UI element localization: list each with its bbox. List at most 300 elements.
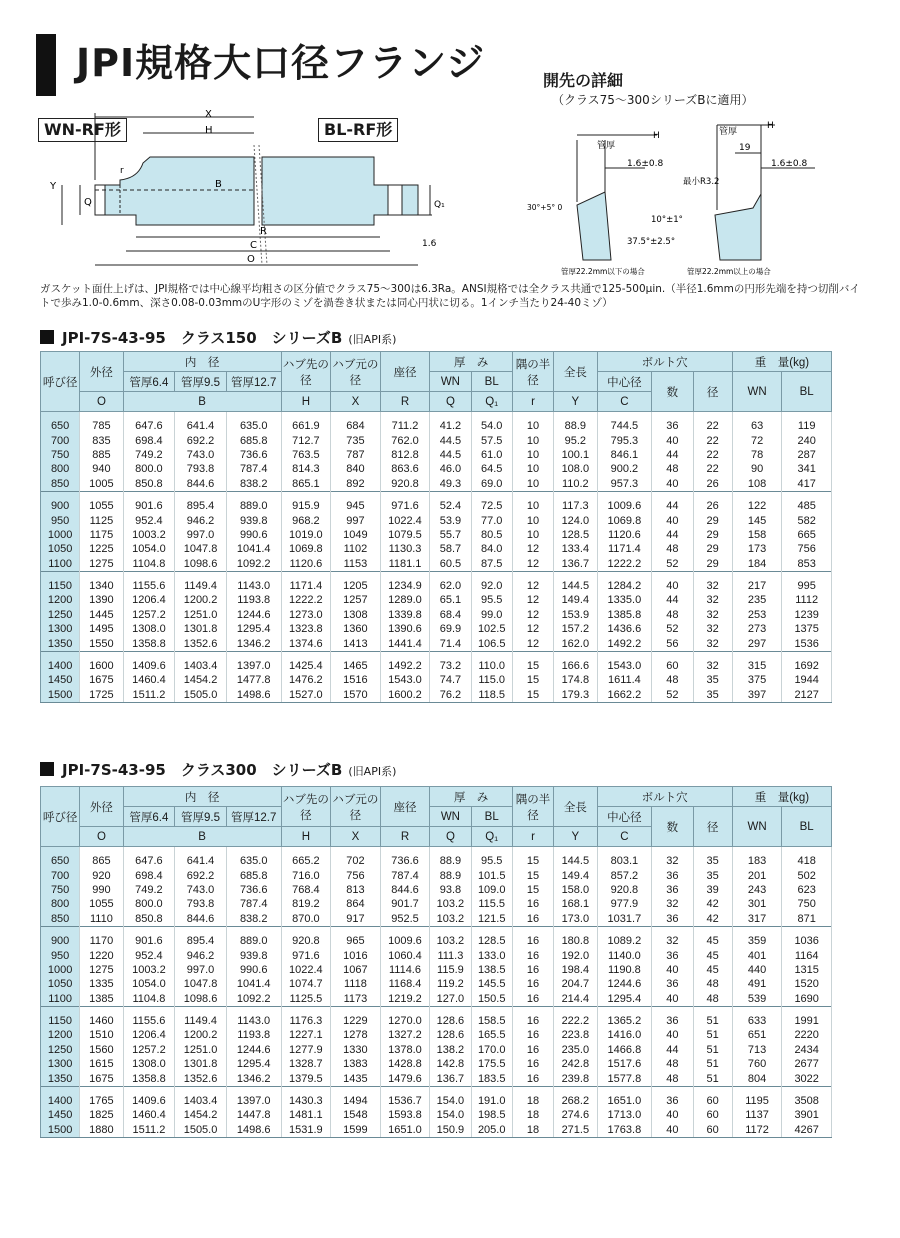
- table-cell: 1352.6: [175, 636, 227, 651]
- dim-q1-label: Q₁: [434, 200, 445, 210]
- table-cell: 814.3: [281, 462, 331, 476]
- table-cell: 1397.0: [226, 1086, 281, 1108]
- col-bl: BL: [471, 372, 512, 392]
- table-cell: 1047.8: [175, 977, 227, 991]
- table-cell: 2677: [782, 1057, 832, 1071]
- bevel-angle-10: 10°±1°: [651, 215, 683, 225]
- table-cell: 103.2: [430, 897, 471, 911]
- table-cell: 1690: [782, 992, 832, 1007]
- table-cell: 787.4: [226, 462, 281, 476]
- table-cell: 76.2: [430, 688, 471, 703]
- col-seat: 座径: [380, 352, 430, 392]
- bevel-tol-left: 1.6±0.8: [627, 159, 664, 169]
- table-cell: 16: [512, 912, 553, 927]
- table-cell: 62.0: [430, 571, 471, 593]
- table-cell: 1172: [732, 1123, 782, 1138]
- table-cell: 1060.4: [380, 948, 430, 962]
- table-cell: 1403.4: [175, 1086, 227, 1108]
- table-cell: 1054.0: [123, 542, 175, 556]
- dim-16-label: 1.6: [422, 239, 437, 249]
- table-cell: 44: [652, 593, 693, 607]
- nominal-size-cell: 1100: [41, 557, 80, 572]
- col-nominal: 呼び径: [41, 787, 80, 847]
- table-cell: 1171.4: [281, 571, 331, 593]
- table-cell: 10: [512, 513, 553, 527]
- table-cell: 12: [512, 622, 553, 636]
- nominal-size-cell: 1350: [41, 1071, 80, 1086]
- table-cell: 12: [512, 542, 553, 556]
- nominal-size-cell: 1150: [41, 571, 80, 593]
- table-cell: 1335.0: [597, 593, 652, 607]
- spec-table-class150: [40, 351, 832, 703]
- table-cell: 74.7: [430, 673, 471, 687]
- table-row: [41, 673, 832, 687]
- table-cell: 1340: [80, 571, 123, 593]
- bevel-angle-37: 37.5°±2.5°: [627, 237, 676, 247]
- table-cell: 18: [512, 1123, 553, 1138]
- table-cell: 179.3: [554, 688, 597, 703]
- table-cell: 850.8: [123, 912, 175, 927]
- table-cell: 1047.8: [175, 542, 227, 556]
- col-nominal: 呼び径: [41, 352, 80, 412]
- sym-rs: r: [512, 392, 553, 412]
- table-cell: 166.6: [554, 651, 597, 673]
- dim-o-label: O: [247, 254, 255, 265]
- table-cell: 889.0: [226, 491, 281, 513]
- table-cell: 990.6: [226, 528, 281, 542]
- table-cell: 68.4: [430, 608, 471, 622]
- table-cell: 417: [782, 477, 832, 492]
- table-cell: 1193.8: [226, 1028, 281, 1042]
- table-cell: 1428.8: [380, 1057, 430, 1071]
- table-cell: 87.5: [471, 557, 512, 572]
- table-cell: 128.6: [430, 1028, 471, 1042]
- table-cell: 1577.8: [597, 1071, 652, 1086]
- table-cell: 1049: [331, 528, 381, 542]
- table-cell: 1416.0: [597, 1028, 652, 1042]
- table-cell: 692.2: [175, 433, 227, 447]
- table-cell: 957.3: [597, 477, 652, 492]
- table-cell: 1067: [331, 963, 381, 977]
- nominal-size-cell: 1150: [41, 1006, 80, 1028]
- table-cell: 273: [732, 622, 782, 636]
- col-outer: 外径: [80, 352, 123, 392]
- table-cell: 835: [80, 433, 123, 447]
- table-cell: 871: [782, 912, 832, 927]
- table-row: [41, 1057, 832, 1071]
- table-cell: 16: [512, 1071, 553, 1086]
- table-cell: 997: [331, 513, 381, 527]
- table-cell: 865.1: [281, 477, 331, 492]
- table-cell: 1675: [80, 1071, 123, 1086]
- table-cell: 787.4: [226, 897, 281, 911]
- table-cell: 1079.5: [380, 528, 430, 542]
- sym-o: O: [80, 827, 123, 847]
- table-cell: 743.0: [175, 883, 227, 897]
- table-cell: 53.9: [430, 513, 471, 527]
- table-cell: 183.5: [471, 1071, 512, 1086]
- table-cell: 965: [331, 926, 381, 948]
- table-cell: 785: [80, 412, 123, 434]
- table-cell: 158: [732, 528, 782, 542]
- table-cell: 242.8: [554, 1057, 597, 1071]
- table-cell: 48: [652, 673, 693, 687]
- table-cell: 117.3: [554, 491, 597, 513]
- dim-c-label: C: [250, 240, 257, 251]
- table-cell: 359: [732, 926, 782, 948]
- sym-c: C: [597, 827, 652, 847]
- table-cell: 235: [732, 593, 782, 607]
- table-cell: 1517.6: [597, 1057, 652, 1071]
- table-cell: 787: [331, 448, 381, 462]
- table-cell: 1092.2: [226, 992, 281, 1007]
- table-cell: 418: [782, 847, 832, 869]
- table-cell: 1465: [331, 651, 381, 673]
- table-cell: 12: [512, 557, 553, 572]
- table-cell: 52.4: [430, 491, 471, 513]
- table-row: [41, 433, 832, 447]
- table-cell: 1041.4: [226, 977, 281, 991]
- table-cell: 1277.9: [281, 1043, 331, 1057]
- table-cell: 940: [80, 462, 123, 476]
- table-cell: 665.2: [281, 847, 331, 869]
- table-cell: 1360: [331, 622, 381, 636]
- table-cell: 52: [652, 622, 693, 636]
- table-cell: 128.6: [430, 1006, 471, 1028]
- table-cell: 1125: [80, 513, 123, 527]
- table-cell: 716.0: [281, 868, 331, 882]
- table-row: [41, 557, 832, 572]
- table-cell: 29: [693, 528, 732, 542]
- table-cell: 1346.2: [226, 636, 281, 651]
- table-title-note: (旧API系): [348, 333, 397, 346]
- table-cell: 198.5: [471, 1108, 512, 1122]
- table-cell: 142.8: [430, 1057, 471, 1071]
- table-cell: 133.0: [471, 948, 512, 962]
- col-inner: 内 径: [123, 787, 281, 807]
- nominal-size-cell: 1250: [41, 1043, 80, 1057]
- table-row: [41, 412, 832, 434]
- gasket-finish-note: ガスケット面仕上げは、JPI規格では中心線平均粗さの区分値でクラス75～300は6.3Ra。ANSI規格では全クラス共通で125-500μin.（半径1.6mmの円形先端を持つ切削バイトで歩み1.0-0.6mm、深さ0.08-0.03mmのU字形のミゾを渦巻き状または同心円状に切る。1インチ当たり24-40ミゾ）: [40, 283, 860, 309]
- bevel-min-r: 最小R3.2: [683, 177, 720, 187]
- table-cell: 1516: [331, 673, 381, 687]
- table-cell: 48: [652, 462, 693, 476]
- table-row: [41, 462, 832, 476]
- table-cell: 1991: [782, 1006, 832, 1028]
- table-cell: 844.6: [175, 912, 227, 927]
- table-cell: 1041.4: [226, 542, 281, 556]
- bevel-tol-right: 1.6±0.8: [771, 159, 808, 169]
- table-cell: 713: [732, 1043, 782, 1057]
- nominal-size-cell: 1300: [41, 1057, 80, 1071]
- table-cell: 901.6: [123, 491, 175, 513]
- nominal-size-cell: 1250: [41, 608, 80, 622]
- table-cell: 787.4: [380, 868, 430, 882]
- table-cell: 239.8: [554, 1071, 597, 1086]
- table-cell: 88.9: [430, 847, 471, 869]
- table-cell: 1599: [331, 1123, 381, 1138]
- table-cell: 95.5: [471, 847, 512, 869]
- table-cell: 184: [732, 557, 782, 572]
- col-wn: WN: [430, 372, 471, 392]
- table-cell: 1239: [782, 608, 832, 622]
- table-cell: 103.2: [430, 926, 471, 948]
- table-cell: 12: [512, 593, 553, 607]
- table-cell: 1257: [331, 593, 381, 607]
- bl-rf-tag: BL-RF形: [318, 118, 398, 142]
- table-cell: 1403.4: [175, 651, 227, 673]
- table-cell: 44: [652, 1043, 693, 1057]
- col-weight: 重 量(kg): [732, 787, 831, 807]
- table-cell: 793.8: [175, 897, 227, 911]
- table-cell: 32: [693, 622, 732, 636]
- table-cell: 16: [512, 977, 553, 991]
- table-cell: 1003.2: [123, 963, 175, 977]
- table-cell: 1352.6: [175, 1071, 227, 1086]
- table-cell: 51: [693, 1071, 732, 1086]
- table-cell: 22: [693, 448, 732, 462]
- table-cell: 108: [732, 477, 782, 492]
- table-cell: 100.1: [554, 448, 597, 462]
- table-cell: 901.7: [380, 897, 430, 911]
- table-cell: 995: [782, 571, 832, 593]
- table-cell: 698.4: [123, 868, 175, 882]
- table-cell: 750: [782, 897, 832, 911]
- nominal-size-cell: 650: [41, 412, 80, 434]
- col-t64: 管厚6.4: [123, 372, 175, 392]
- table-row: [41, 1108, 832, 1122]
- table-cell: 55.7: [430, 528, 471, 542]
- table-cell: 971.6: [281, 948, 331, 962]
- table-cell: 1170: [80, 926, 123, 948]
- table-cell: 1520: [782, 977, 832, 991]
- table-cell: 539: [732, 992, 782, 1007]
- table-cell: 1104.8: [123, 557, 175, 572]
- table-cell: 1227.1: [281, 1028, 331, 1042]
- table-cell: 1651.0: [380, 1123, 430, 1138]
- table-cell: 150.9: [430, 1123, 471, 1138]
- dim-x-label: X: [205, 109, 212, 120]
- table-cell: 69.0: [471, 477, 512, 492]
- table-cell: 1409.6: [123, 651, 175, 673]
- table-cell: 895.4: [175, 926, 227, 948]
- table-cell: 40: [652, 1028, 693, 1042]
- table-cell: 10: [512, 448, 553, 462]
- table-cell: 173.0: [554, 912, 597, 927]
- sym-q1: Q₁: [471, 827, 512, 847]
- table-cell: 1675: [80, 673, 123, 687]
- table-cell: 93.8: [430, 883, 471, 897]
- table-cell: 3508: [782, 1086, 832, 1108]
- table-cell: 1200.2: [175, 1028, 227, 1042]
- table-cell: 813: [331, 883, 381, 897]
- table-cell: 32: [652, 926, 693, 948]
- table-cell: 1425.4: [281, 651, 331, 673]
- table-cell: 144.5: [554, 571, 597, 593]
- table-cell: 235.0: [554, 1043, 597, 1057]
- col-inner: 内 径: [123, 352, 281, 372]
- table-cell: 800.0: [123, 462, 175, 476]
- table-cell: 647.6: [123, 847, 175, 869]
- table-cell: 103.2: [430, 912, 471, 927]
- table-cell: 1016: [331, 948, 381, 962]
- table-cell: 901.6: [123, 926, 175, 948]
- table-cell: 1375: [782, 622, 832, 636]
- col-bolt: ボルト穴: [597, 787, 732, 807]
- table-cell: 92.0: [471, 571, 512, 593]
- spec-table-class300: [40, 786, 832, 1138]
- table-cell: 1527.0: [281, 688, 331, 703]
- title-bar-mark: [36, 34, 56, 96]
- table-cell: 35: [693, 688, 732, 703]
- table-cell: 122: [732, 491, 782, 513]
- table-cell: 205.0: [471, 1123, 512, 1138]
- bevel-angle-30: 30°+5° 0: [527, 203, 563, 212]
- table-cell: 736.6: [226, 448, 281, 462]
- table-cell: 16: [512, 1043, 553, 1057]
- table-cell: 920: [80, 868, 123, 882]
- table-cell: 853: [782, 557, 832, 572]
- table-cell: 253: [732, 608, 782, 622]
- table-cell: 1454.2: [175, 1108, 227, 1122]
- table-cell: 812.8: [380, 448, 430, 462]
- table-row: [41, 542, 832, 556]
- table-cell: 1206.4: [123, 1028, 175, 1042]
- table-cell: 920.8: [281, 926, 331, 948]
- table-cell: 1278: [331, 1028, 381, 1042]
- table-cell: 997.0: [175, 528, 227, 542]
- nominal-size-cell: 900: [41, 491, 80, 513]
- table-cell: 1173: [331, 992, 381, 1007]
- table-cell: 915.9: [281, 491, 331, 513]
- table-cell: 793.8: [175, 462, 227, 476]
- table-cell: 1098.6: [175, 557, 227, 572]
- table-cell: 735: [331, 433, 381, 447]
- table-cell: 58.7: [430, 542, 471, 556]
- table-cell: 60.5: [430, 557, 471, 572]
- table-cell: 36: [652, 883, 693, 897]
- col-weight-bl: BL: [782, 807, 832, 847]
- table-cell: 1476.2: [281, 673, 331, 687]
- table-cell: 2434: [782, 1043, 832, 1057]
- table-cell: 1511.2: [123, 1123, 175, 1138]
- table-cell: 1069.8: [281, 542, 331, 556]
- nominal-size-cell: 1500: [41, 1123, 80, 1138]
- table-cell: 1275: [80, 963, 123, 977]
- table-cell: 641.4: [175, 847, 227, 869]
- table-cell: 1137: [732, 1108, 782, 1122]
- col-seat: 座径: [380, 787, 430, 827]
- table-cell: 1092.2: [226, 557, 281, 572]
- table-cell: 1175: [80, 528, 123, 542]
- table-cell: 485: [782, 491, 832, 513]
- col-dia: 径: [693, 372, 732, 412]
- table-row: [41, 1006, 832, 1028]
- table-cell: 35: [693, 868, 732, 882]
- table-cell: 1104.8: [123, 992, 175, 1007]
- table-cell: 3022: [782, 1071, 832, 1086]
- table-cell: 1600.2: [380, 688, 430, 703]
- table-cell: 1074.7: [281, 977, 331, 991]
- col-t127: 管厚12.7: [226, 807, 281, 827]
- table-cell: 149.4: [554, 868, 597, 882]
- table-cell: 1171.4: [597, 542, 652, 556]
- table-cell: 1112: [782, 593, 832, 607]
- table-cell: 51: [693, 1057, 732, 1071]
- table-cell: 63: [732, 412, 782, 434]
- table-cell: 977.9: [597, 897, 652, 911]
- table-cell: 15: [512, 688, 553, 703]
- table-cell: 1548: [331, 1108, 381, 1122]
- section-square-icon: [40, 330, 54, 344]
- table-cell: 40: [652, 1123, 693, 1138]
- table-cell: 78: [732, 448, 782, 462]
- table-cell: 756: [782, 542, 832, 556]
- table-cell: 191.0: [471, 1086, 512, 1108]
- table-title-class150: [40, 327, 396, 348]
- table-cell: 80.5: [471, 528, 512, 542]
- table-row: [41, 622, 832, 636]
- table-cell: 1222.2: [281, 593, 331, 607]
- table-cell: 1328.7: [281, 1057, 331, 1071]
- table-cell: 40: [652, 513, 693, 527]
- table-cell: 158.5: [471, 1006, 512, 1028]
- table-cell: 1460.4: [123, 673, 175, 687]
- table-cell: 1190.8: [597, 963, 652, 977]
- table-cell: 844.6: [175, 477, 227, 492]
- table-cell: 1140.0: [597, 948, 652, 962]
- table-cell: 1289.0: [380, 593, 430, 607]
- table-cell: 838.2: [226, 912, 281, 927]
- table-cell: 647.6: [123, 412, 175, 434]
- table-cell: 1825: [80, 1108, 123, 1122]
- table-cell: 1244.6: [597, 977, 652, 991]
- table-cell: 1510: [80, 1028, 123, 1042]
- table-cell: 106.5: [471, 636, 512, 651]
- table-cell: 48: [652, 1057, 693, 1071]
- table-cell: 1295.4: [226, 1057, 281, 1071]
- col-corner: 隅の半径: [512, 352, 553, 392]
- table-cell: 32: [693, 571, 732, 593]
- table-cell: 1765: [80, 1086, 123, 1108]
- nominal-size-cell: 700: [41, 868, 80, 882]
- nominal-size-cell: 850: [41, 477, 80, 492]
- table-cell: 40: [652, 963, 693, 977]
- sym-b: B: [123, 392, 281, 412]
- table-cell: 1662.2: [597, 688, 652, 703]
- table-cell: 1022.4: [281, 963, 331, 977]
- table-cell: 1441.4: [380, 636, 430, 651]
- table-cell: 40: [652, 571, 693, 593]
- table-cell: 1270.0: [380, 1006, 430, 1028]
- nominal-size-cell: 850: [41, 912, 80, 927]
- sym-q: Q: [430, 392, 471, 412]
- table-cell: 77.0: [471, 513, 512, 527]
- table-row: [41, 571, 832, 593]
- table-cell: 32: [652, 847, 693, 869]
- table-cell: 173: [732, 542, 782, 556]
- table-cell: 1005: [80, 477, 123, 492]
- table-cell: 768.4: [281, 883, 331, 897]
- bevel-h-left: H: [653, 131, 660, 141]
- table-cell: 1149.4: [175, 1006, 227, 1028]
- nominal-size-cell: 900: [41, 926, 80, 948]
- nominal-size-cell: 1350: [41, 636, 80, 651]
- table-cell: 1435: [331, 1071, 381, 1086]
- table-cell: 1390.6: [380, 622, 430, 636]
- table-cell: 18: [512, 1086, 553, 1108]
- table-cell: 1225: [80, 542, 123, 556]
